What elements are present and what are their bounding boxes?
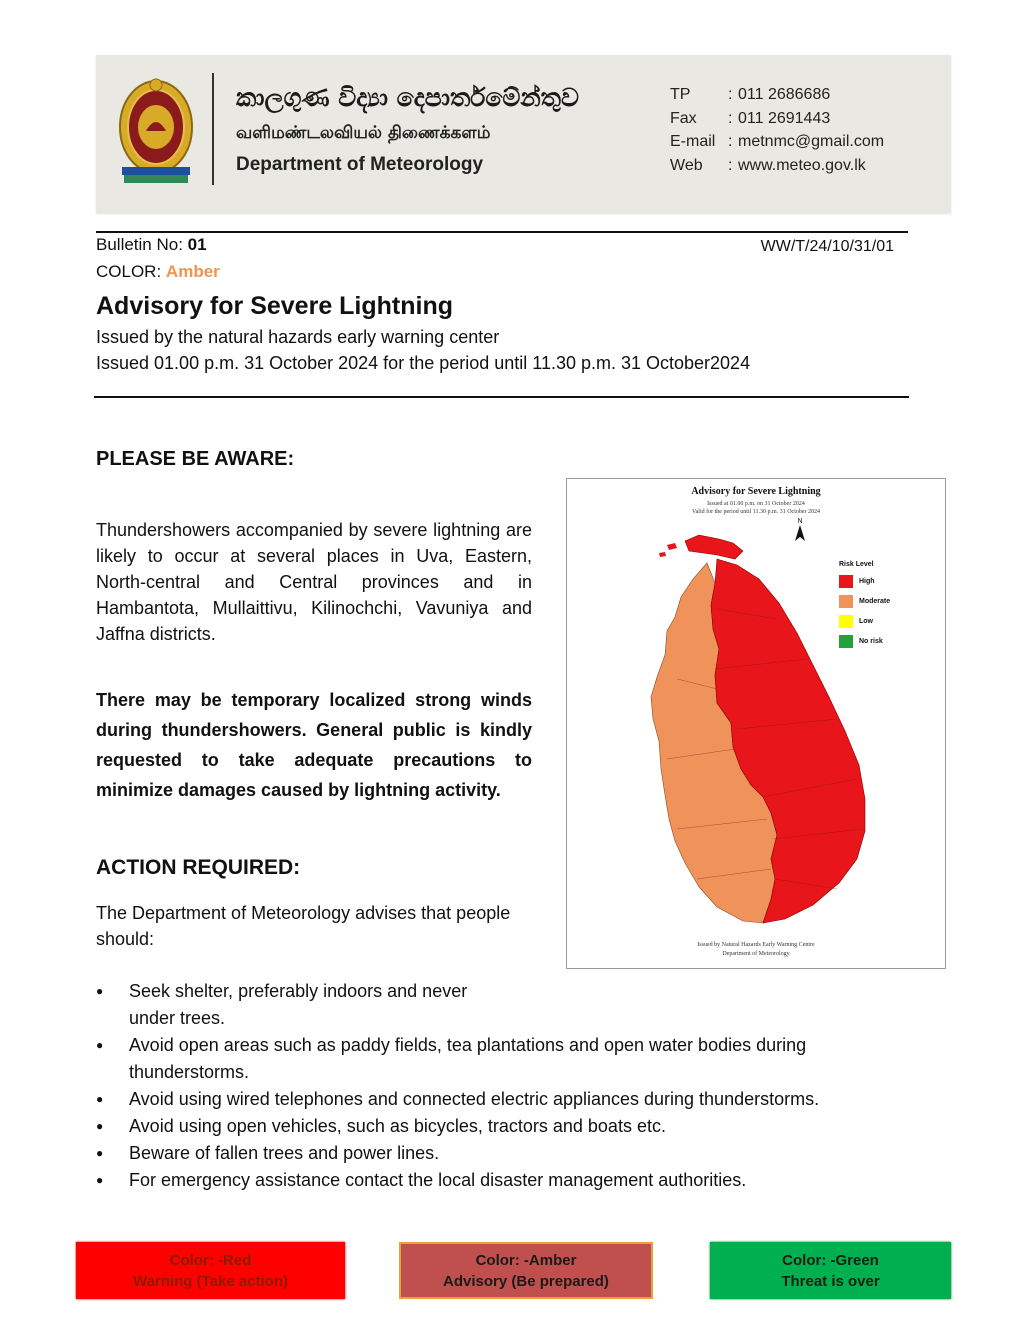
sri-lanka-emblem-icon bbox=[116, 75, 196, 187]
list-item: ● Seek shelter, preferably indoors and never under trees. bbox=[96, 978, 509, 1032]
bottom-rule bbox=[94, 396, 909, 398]
map-footer-department: Department of Meteorology bbox=[722, 951, 790, 957]
north-arrow-icon: N bbox=[794, 518, 806, 543]
map-footer-issuer: Issued by Natural Hazards Early Warning Centre bbox=[697, 942, 815, 948]
aware-heading: PLEASE BE AWARE: bbox=[96, 448, 295, 470]
sri-lanka-map bbox=[567, 479, 945, 968]
bulletin-color: COLOR: Amber bbox=[96, 262, 220, 281]
forecast-paragraph: Thundershowers accompanied by severe lightning are likely to occur at several places in Uva, Eastern, North-central and Central provinces and in Hambantota, Mullaittivu, Kilinochchi, Vavuniya and Jaffna districts. bbox=[96, 520, 532, 644]
list-item: ● For emergency assistance contact the local disaster management authorities. bbox=[96, 1167, 916, 1194]
precaution-paragraph: There may be temporary localized strong winds during thundershowers. General public is kindly requested to take adequate precautions to minimize damages caused by lightning activity. bbox=[96, 690, 532, 800]
bulletin-reference: WW/T/24/10/31/01 bbox=[760, 238, 894, 255]
map-legend bbox=[839, 561, 890, 655]
legend-item-high: High bbox=[839, 575, 890, 588]
contact-fax: Fax : 011 2691443 bbox=[670, 109, 831, 127]
legend-title: Risk Level bbox=[839, 561, 874, 568]
map-title: Advisory for Severe Lightning bbox=[691, 486, 821, 497]
advice-list bbox=[96, 978, 916, 1194]
list-item: ● Avoid using wired telephones and connected electric appliances during thunderstorms. bbox=[96, 1086, 916, 1113]
list-item: ● Avoid open areas such as paddy fields, tea plantations and open water bodies during thunderstorms. bbox=[96, 1032, 916, 1086]
badge-green-over: Color: -Green Threat is over bbox=[710, 1242, 951, 1299]
badge-red-warning: Color: -Red Warning (Take action) bbox=[76, 1242, 345, 1299]
org-name-english: Department of Meteorology bbox=[236, 154, 484, 175]
map-valid: Valid for the period until 11.30 p.m. 31 October 2024 bbox=[691, 509, 821, 515]
bulletin-number: Bulletin No: 01 bbox=[96, 235, 207, 254]
legend-item-no-risk: No risk bbox=[839, 635, 890, 648]
action-heading: ACTION REQUIRED: bbox=[96, 856, 301, 879]
map-issued: Issued at 01.00 p.m. on 31 October 2024 bbox=[707, 501, 805, 507]
contact-web[interactable]: Web : www.meteo.gov.lk bbox=[670, 156, 866, 174]
legend-item-low: Low bbox=[839, 615, 890, 628]
org-name-tamil: வளிமண்டலவியல் திணைக்களம் bbox=[236, 123, 491, 143]
top-rule bbox=[96, 231, 908, 233]
org-name-sinhala: කාලගුණ විද්‍යා දෙපාර්තමේන්තුව bbox=[236, 83, 579, 112]
contact-email[interactable]: E-mail : metnmc@gmail.com bbox=[670, 133, 885, 150]
advice-intro: The Department of Meteorology advises that people should: bbox=[96, 903, 511, 949]
risk-map bbox=[566, 478, 946, 969]
advisory-title: Advisory for Severe Lightning bbox=[96, 292, 454, 320]
legend-item-moderate: Moderate bbox=[839, 595, 890, 608]
badge-amber-advisory: Color: -Amber Advisory (Be prepared) bbox=[399, 1242, 653, 1299]
contact-tp: TP : 011 2686686 bbox=[670, 86, 831, 103]
contact-block bbox=[670, 83, 884, 177]
list-item: ● Beware of fallen trees and power lines. bbox=[96, 1140, 916, 1167]
list-item: ● Avoid using open vehicles, such as bicycles, tractors and boats etc. bbox=[96, 1113, 916, 1140]
header-divider bbox=[212, 73, 214, 185]
letterhead bbox=[96, 55, 951, 213]
map-region-islands bbox=[659, 543, 677, 557]
issue-period: Issued 01.00 p.m. 31 October 2024 for the period until 11.30 p.m. 31 October2024 bbox=[96, 353, 751, 373]
issued-by: Issued by the natural hazards early warning center bbox=[96, 327, 500, 347]
map-region-jaffna bbox=[685, 535, 743, 559]
